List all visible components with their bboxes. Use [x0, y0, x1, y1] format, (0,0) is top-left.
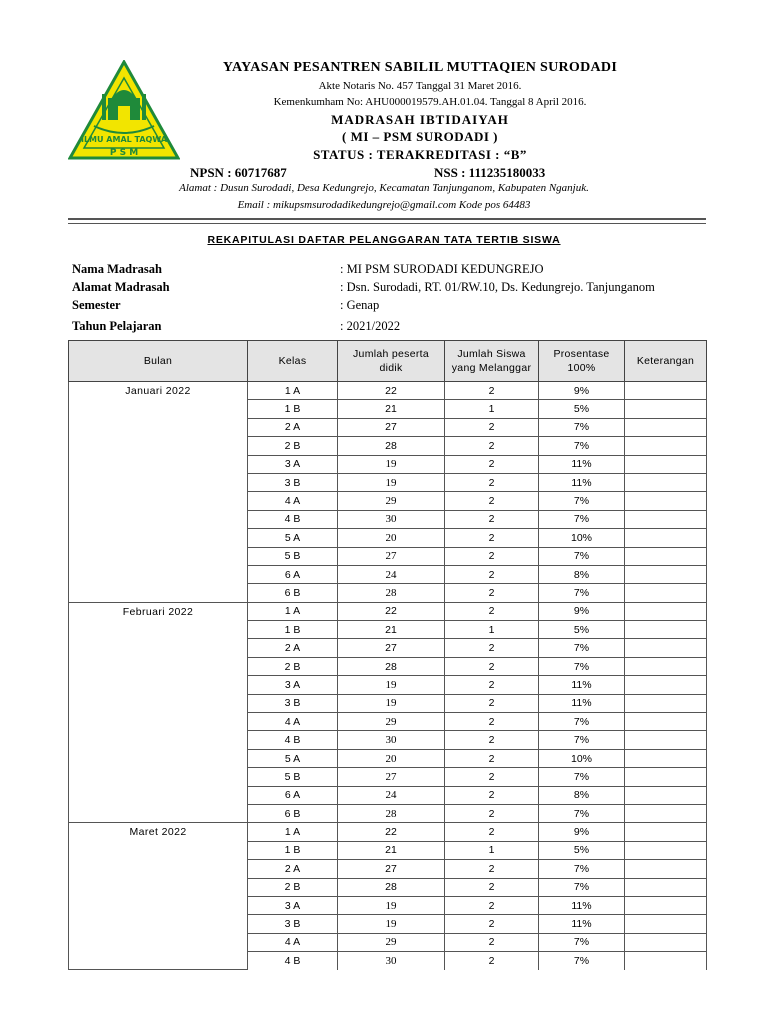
- class-cell: 3 B: [248, 473, 338, 491]
- percentage-cell: 7%: [539, 510, 625, 528]
- accreditation-status: STATUS : TERAKREDITASI : “B”: [313, 147, 527, 162]
- violator-count-cell: 2: [445, 418, 539, 436]
- table-body: [69, 382, 707, 970]
- student-count-cell: 27: [338, 639, 445, 657]
- student-count-cell: 30: [338, 952, 445, 970]
- student-count-cell: 22: [338, 602, 445, 620]
- student-count-cell: 27: [338, 768, 445, 786]
- header-prosentase: Prosentase 100%: [539, 341, 625, 382]
- class-cell: 1 B: [248, 621, 338, 639]
- class-cell: 6 A: [248, 565, 338, 583]
- table-row: [69, 823, 707, 841]
- percentage-cell: 7%: [539, 657, 625, 675]
- note-cell: [625, 768, 707, 786]
- student-count-cell: 29: [338, 492, 445, 510]
- class-cell: 3 A: [248, 896, 338, 914]
- violator-count-cell: 2: [445, 529, 539, 547]
- info-label-school-name: Nama Madrasah: [72, 262, 162, 276]
- violator-count-cell: 2: [445, 933, 539, 951]
- note-cell: [625, 639, 707, 657]
- percentage-cell: 5%: [539, 621, 625, 639]
- note-cell: [625, 584, 707, 602]
- class-cell: 2 B: [248, 878, 338, 896]
- percentage-cell: 10%: [539, 529, 625, 547]
- school-type: MADRASAH IBTIDAIYAH: [331, 112, 509, 127]
- header-kelas: Kelas: [248, 341, 338, 382]
- class-cell: 2 B: [248, 437, 338, 455]
- percentage-cell: 7%: [539, 731, 625, 749]
- note-cell: [625, 400, 707, 418]
- violator-count-cell: 2: [445, 455, 539, 473]
- class-cell: 6 B: [248, 804, 338, 822]
- violator-count-cell: 1: [445, 400, 539, 418]
- class-cell: 6 A: [248, 786, 338, 804]
- percentage-cell: 7%: [539, 584, 625, 602]
- header-keterangan: Keterangan: [625, 341, 707, 382]
- class-cell: 2 B: [248, 657, 338, 675]
- percentage-cell: 5%: [539, 400, 625, 418]
- class-cell: 4 B: [248, 731, 338, 749]
- violator-count-cell: 2: [445, 657, 539, 675]
- violator-count-cell: 1: [445, 621, 539, 639]
- note-cell: [625, 933, 707, 951]
- student-count-cell: 28: [338, 804, 445, 822]
- percentage-cell: 8%: [539, 786, 625, 804]
- class-cell: 1 A: [248, 823, 338, 841]
- note-cell: [625, 492, 707, 510]
- violation-recap-table: [68, 340, 707, 970]
- violator-count-cell: 2: [445, 731, 539, 749]
- violator-count-cell: 2: [445, 547, 539, 565]
- student-count-cell: 24: [338, 786, 445, 804]
- student-count-cell: 27: [338, 860, 445, 878]
- note-cell: [625, 657, 707, 675]
- class-cell: 1 B: [248, 400, 338, 418]
- note-cell: [625, 694, 707, 712]
- note-cell: [625, 602, 707, 620]
- percentage-cell: 7%: [539, 547, 625, 565]
- note-cell: [625, 473, 707, 491]
- violator-count-cell: 2: [445, 473, 539, 491]
- percentage-cell: 7%: [539, 639, 625, 657]
- note-cell: [625, 437, 707, 455]
- notary-deed: Akte Notaris No. 457 Tanggal 31 Maret 2016.: [318, 80, 522, 92]
- violator-count-cell: 2: [445, 676, 539, 694]
- note-cell: [625, 382, 707, 400]
- percentage-cell: 11%: [539, 676, 625, 694]
- class-cell: 1 B: [248, 841, 338, 859]
- percentage-cell: 7%: [539, 768, 625, 786]
- violator-count-cell: 2: [445, 860, 539, 878]
- note-cell: [625, 713, 707, 731]
- student-count-cell: 19: [338, 455, 445, 473]
- percentage-cell: 7%: [539, 437, 625, 455]
- note-cell: [625, 786, 707, 804]
- note-cell: [625, 896, 707, 914]
- class-cell: 5 B: [248, 768, 338, 786]
- percentage-cell: 7%: [539, 860, 625, 878]
- class-cell: 2 A: [248, 639, 338, 657]
- percentage-cell: 10%: [539, 749, 625, 767]
- violator-count-cell: 2: [445, 713, 539, 731]
- month-cell: Januari 2022: [69, 382, 248, 603]
- student-count-cell: 28: [338, 584, 445, 602]
- note-cell: [625, 731, 707, 749]
- percentage-cell: 8%: [539, 565, 625, 583]
- percentage-cell: 11%: [539, 694, 625, 712]
- student-count-cell: 22: [338, 823, 445, 841]
- logo-bottom-text: ILMU AMAL TAQWA: [80, 135, 168, 144]
- violator-count-cell: 2: [445, 694, 539, 712]
- percentage-cell: 7%: [539, 933, 625, 951]
- class-cell: 5 A: [248, 749, 338, 767]
- violator-count-cell: 2: [445, 602, 539, 620]
- student-count-cell: 19: [338, 694, 445, 712]
- info-label-school-address: Alamat Madrasah: [72, 280, 170, 294]
- class-cell: 1 A: [248, 382, 338, 400]
- school-name: ( MI – PSM SURODADI ): [341, 129, 499, 144]
- header-jumlah-peserta: Jumlah peserta didik: [338, 341, 445, 382]
- document-title: REKAPITULASI DAFTAR PELANGGARAN TATA TERTIB SISWA: [207, 234, 561, 246]
- nss-number: NSS : 111235180033: [434, 165, 546, 180]
- violator-count-cell: 2: [445, 749, 539, 767]
- class-cell: 4 A: [248, 713, 338, 731]
- violator-count-cell: 2: [445, 823, 539, 841]
- student-count-cell: 30: [338, 510, 445, 528]
- percentage-cell: 7%: [539, 713, 625, 731]
- table-header-row: [69, 341, 707, 382]
- student-count-cell: 22: [338, 382, 445, 400]
- info-value-school-name: : MI PSM SURODADI KEDUNGREJO: [340, 262, 544, 276]
- class-cell: 4 B: [248, 952, 338, 970]
- info-label-academic-year: Tahun Pelajaran: [72, 319, 162, 333]
- violator-count-cell: 2: [445, 565, 539, 583]
- note-cell: [625, 621, 707, 639]
- class-cell: 3 B: [248, 694, 338, 712]
- violator-count-cell: 1: [445, 841, 539, 859]
- note-cell: [625, 915, 707, 933]
- note-cell: [625, 804, 707, 822]
- violator-count-cell: 2: [445, 584, 539, 602]
- percentage-cell: 11%: [539, 473, 625, 491]
- student-count-cell: 27: [338, 547, 445, 565]
- class-cell: 6 B: [248, 584, 338, 602]
- info-value-semester: : Genap: [340, 298, 380, 312]
- header-divider-thick: [68, 218, 706, 220]
- class-cell: 5 A: [248, 529, 338, 547]
- class-cell: 3 A: [248, 676, 338, 694]
- npsn-number: NPSN : 60717687: [190, 165, 287, 180]
- header-jumlah-melanggar: Jumlah Siswa yang Melanggar: [445, 341, 539, 382]
- percentage-cell: 7%: [539, 878, 625, 896]
- violator-count-cell: 2: [445, 896, 539, 914]
- class-cell: 4 A: [248, 933, 338, 951]
- note-cell: [625, 676, 707, 694]
- percentage-cell: 7%: [539, 804, 625, 822]
- info-value-school-address: : Dsn. Surodadi, RT. 01/RW.10, Ds. Kedungrejo. Tanjunganom: [340, 280, 655, 294]
- class-cell: 3 B: [248, 915, 338, 933]
- student-count-cell: 28: [338, 437, 445, 455]
- violator-count-cell: 2: [445, 915, 539, 933]
- violator-count-cell: 2: [445, 878, 539, 896]
- month-cell: Februari 2022: [69, 602, 248, 823]
- class-cell: 2 A: [248, 418, 338, 436]
- class-cell: 2 A: [248, 860, 338, 878]
- class-cell: 3 A: [248, 455, 338, 473]
- note-cell: [625, 529, 707, 547]
- ministry-registration: Kemenkumham No: AHU000019579.AH.01.04. Tanggal 8 April 2016.: [273, 96, 587, 108]
- student-count-cell: 29: [338, 713, 445, 731]
- student-count-cell: 30: [338, 731, 445, 749]
- percentage-cell: 9%: [539, 823, 625, 841]
- class-cell: 1 A: [248, 602, 338, 620]
- info-label-semester: Semester: [72, 298, 121, 312]
- percentage-cell: 5%: [539, 841, 625, 859]
- class-cell: 5 B: [248, 547, 338, 565]
- student-count-cell: 24: [338, 565, 445, 583]
- violator-count-cell: 2: [445, 786, 539, 804]
- note-cell: [625, 547, 707, 565]
- student-count-cell: 19: [338, 473, 445, 491]
- percentage-cell: 7%: [539, 492, 625, 510]
- percentage-cell: 9%: [539, 602, 625, 620]
- class-cell: 4 B: [248, 510, 338, 528]
- violator-count-cell: 2: [445, 510, 539, 528]
- note-cell: [625, 565, 707, 583]
- month-cell: Maret 2022: [69, 823, 248, 970]
- student-count-cell: 21: [338, 621, 445, 639]
- student-count-cell: 19: [338, 676, 445, 694]
- note-cell: [625, 952, 707, 970]
- student-count-cell: 28: [338, 657, 445, 675]
- percentage-cell: 7%: [539, 418, 625, 436]
- note-cell: [625, 749, 707, 767]
- violator-count-cell: 2: [445, 437, 539, 455]
- violator-count-cell: 2: [445, 952, 539, 970]
- student-count-cell: 19: [338, 915, 445, 933]
- student-count-cell: 19: [338, 896, 445, 914]
- student-count-cell: 28: [338, 878, 445, 896]
- logo-sub-text: P S M: [109, 148, 139, 158]
- note-cell: [625, 510, 707, 528]
- note-cell: [625, 841, 707, 859]
- violator-count-cell: 2: [445, 768, 539, 786]
- class-cell: 4 A: [248, 492, 338, 510]
- student-count-cell: 20: [338, 749, 445, 767]
- percentage-cell: 9%: [539, 382, 625, 400]
- percentage-cell: 7%: [539, 952, 625, 970]
- percentage-cell: 11%: [539, 455, 625, 473]
- percentage-cell: 11%: [539, 896, 625, 914]
- student-count-cell: 27: [338, 418, 445, 436]
- school-email: Email : mikupsmsurodadikedungrejo@gmail.com Kode pos 64483: [237, 199, 531, 211]
- percentage-cell: 11%: [539, 915, 625, 933]
- student-count-cell: 20: [338, 529, 445, 547]
- note-cell: [625, 455, 707, 473]
- table-row: [69, 602, 707, 620]
- student-count-cell: 21: [338, 841, 445, 859]
- student-count-cell: 21: [338, 400, 445, 418]
- table-row: [69, 382, 707, 400]
- violator-count-cell: 2: [445, 804, 539, 822]
- note-cell: [625, 860, 707, 878]
- violator-count-cell: 2: [445, 639, 539, 657]
- note-cell: [625, 418, 707, 436]
- violator-count-cell: 2: [445, 492, 539, 510]
- violator-count-cell: 2: [445, 382, 539, 400]
- note-cell: [625, 878, 707, 896]
- note-cell: [625, 823, 707, 841]
- school-address: Alamat : Dusun Surodadi, Desa Kedungrejo, Kecamatan Tanjunganom, Kabupaten Nganjuk.: [179, 182, 589, 194]
- foundation-name: YAYASAN PESANTREN SABILIL MUTTAQIEN SURODADI: [222, 60, 618, 75]
- header-divider-thin: [68, 223, 706, 224]
- header-bulan: Bulan: [69, 341, 248, 382]
- info-value-academic-year: : 2021/2022: [340, 319, 401, 333]
- student-count-cell: 29: [338, 933, 445, 951]
